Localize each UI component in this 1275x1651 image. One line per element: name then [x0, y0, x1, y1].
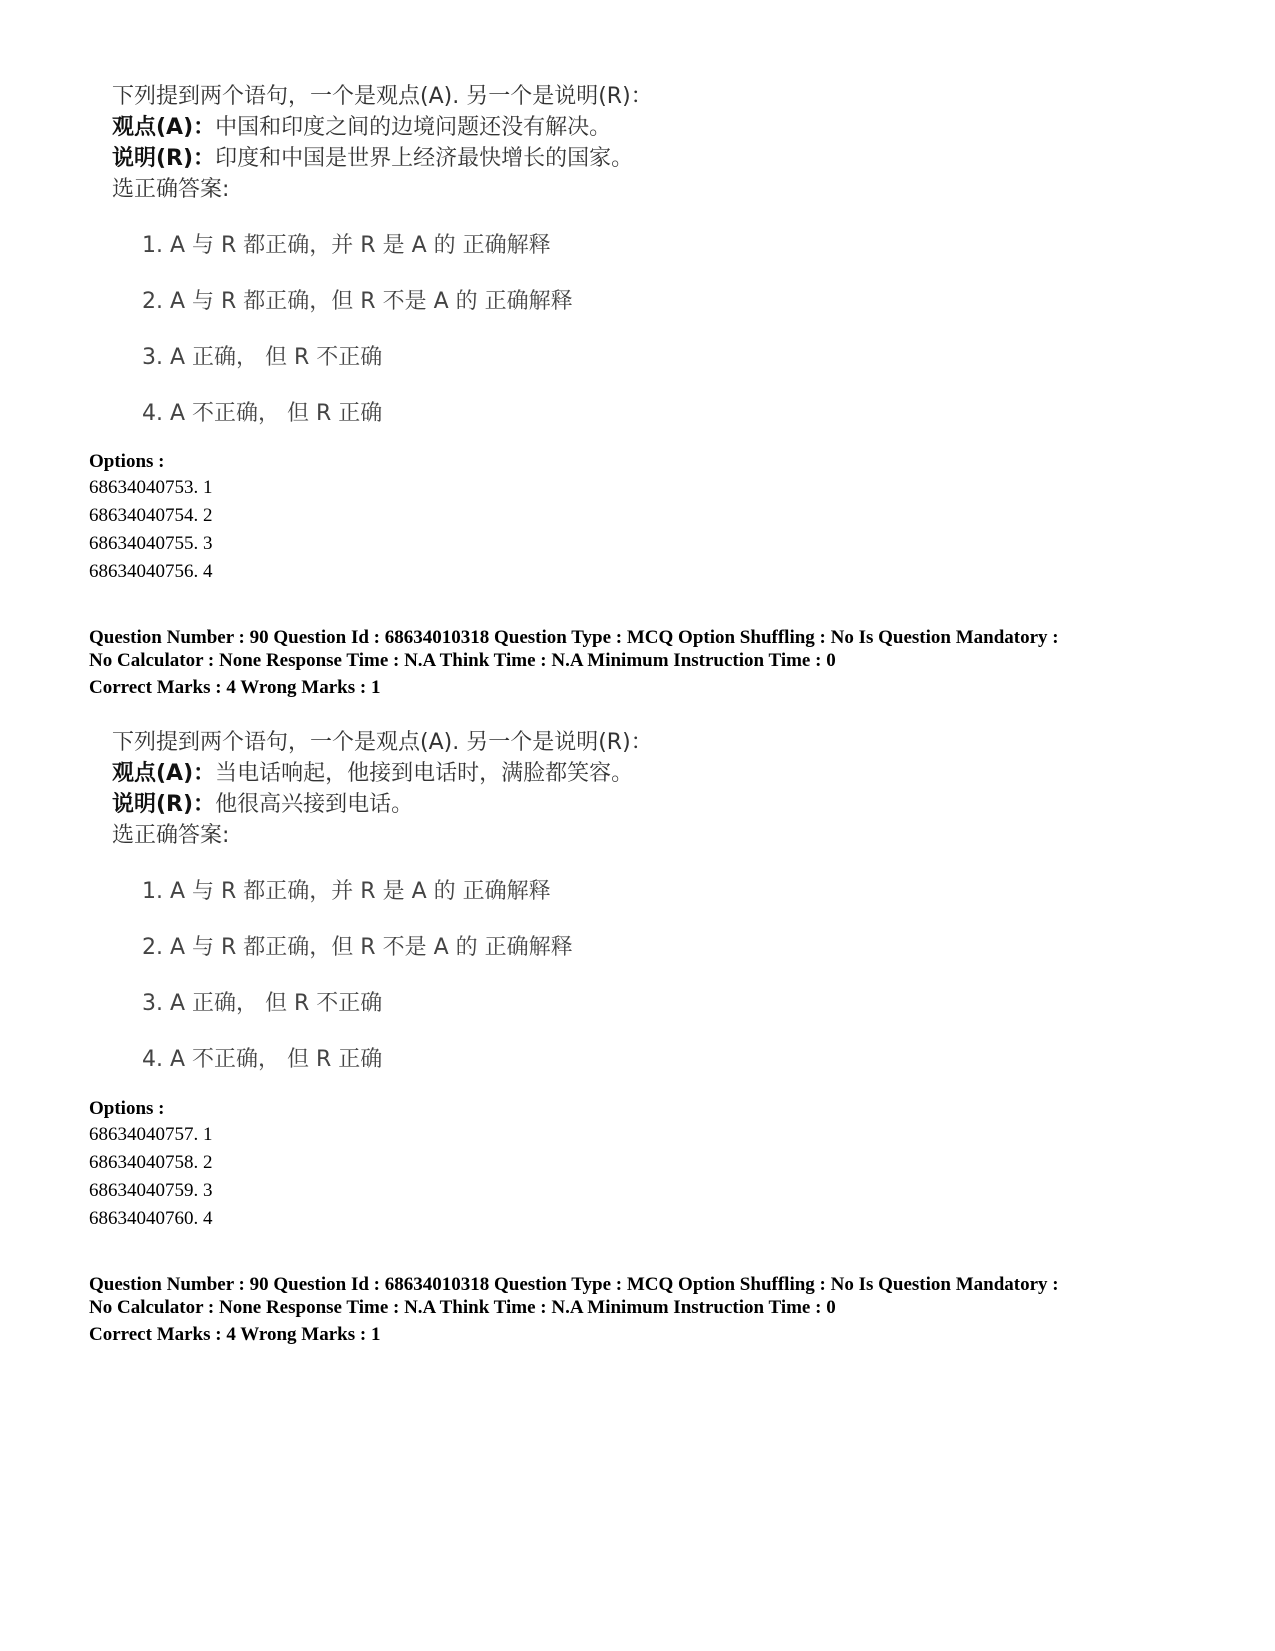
options-label: Options :: [89, 1098, 165, 1119]
option-id: 68634040758. 2: [89, 1152, 213, 1173]
question-image-1: [112, 81, 812, 455]
marks-line: Correct Marks : 4 Wrong Marks : 1: [89, 1324, 381, 1345]
option-id: 68634040757. 1: [89, 1124, 213, 1145]
choice-item: 3. A 正确， 但 R 不正确: [142, 345, 383, 370]
choose-instruction: 选正确答案:: [112, 823, 230, 848]
choice-item: 1. A 与 R 都正确，并 R 是 A 的 正确解释: [142, 879, 551, 904]
option-id: 68634040754. 2: [89, 505, 213, 526]
question-meta-line: Question Number : 90 Question Id : 68634010318 Question Type : MCQ Option Shuffling : No Is Question Mandatory :: [89, 1274, 1059, 1295]
choose-instruction: 选正确答案:: [112, 177, 230, 202]
option-id: 68634040753. 1: [89, 477, 213, 498]
option-id: 68634040755. 3: [89, 533, 213, 554]
question-header-2: [89, 626, 1219, 700]
options-block-1: [89, 450, 1219, 586]
reason-label: 说明(R)：: [112, 792, 216, 817]
option-id: 68634040756. 4: [89, 561, 213, 582]
choice-item: 4. A 不正确， 但 R 正确: [142, 1047, 383, 1072]
options-block-2: [89, 1097, 1219, 1233]
assertion-label: 观点(A)：: [112, 115, 216, 140]
question-intro: 下列提到两个语句，一个是观点(A). 另一个是说明(R)：: [112, 730, 653, 755]
assertion-label: 观点(A)：: [112, 761, 216, 786]
option-id: 68634040759. 3: [89, 1180, 213, 1201]
option-id: 68634040760. 4: [89, 1208, 213, 1229]
choice-item: 2. A 与 R 都正确，但 R 不是 A 的 正确解释: [142, 289, 573, 314]
assertion-line: [112, 758, 812, 789]
reason-text: 他很高兴接到电话。: [215, 792, 414, 817]
question-intro: 下列提到两个语句，一个是观点(A). 另一个是说明(R)：: [112, 84, 653, 109]
choice-item: 4. A 不正确， 但 R 正确: [142, 401, 383, 426]
question-meta-line: No Calculator : None Response Time : N.A Think Time : N.A Minimum Instruction Time : 0: [89, 1297, 836, 1318]
reason-line: [112, 143, 812, 174]
marks-line: Correct Marks : 4 Wrong Marks : 1: [89, 677, 381, 698]
question-image-2: [112, 727, 812, 1101]
assertion-text: 中国和印度之间的边境问题还没有解决。: [215, 115, 612, 140]
question-header-3: [89, 1273, 1219, 1347]
assertion-text: 当电话响起，他接到电话时，满脸都笑容。: [215, 761, 634, 786]
reason-text: 印度和中国是世界上经济最快增长的国家。: [215, 146, 634, 171]
choice-item: 1. A 与 R 都正确，并 R 是 A 的 正确解释: [142, 233, 551, 258]
choice-item: 3. A 正确， 但 R 不正确: [142, 991, 383, 1016]
assertion-line: [112, 112, 812, 143]
choice-list: [112, 877, 812, 1101]
reason-line: [112, 789, 812, 820]
options-label: Options :: [89, 451, 165, 472]
reason-label: 说明(R)：: [112, 146, 216, 171]
question-meta-line: No Calculator : None Response Time : N.A Think Time : N.A Minimum Instruction Time : 0: [89, 650, 836, 671]
choice-item: 2. A 与 R 都正确，但 R 不是 A 的 正确解释: [142, 935, 573, 960]
choice-list: [112, 231, 812, 455]
question-meta-line: Question Number : 90 Question Id : 68634010318 Question Type : MCQ Option Shuffling : No Is Question Mandatory :: [89, 627, 1059, 648]
